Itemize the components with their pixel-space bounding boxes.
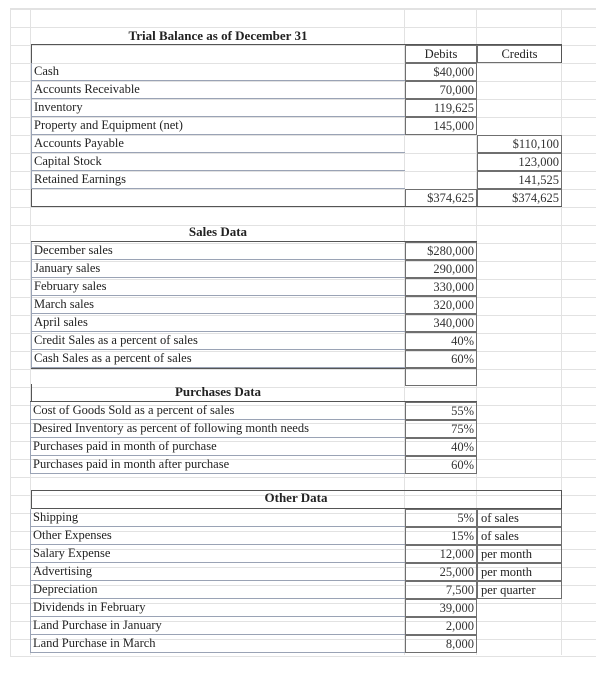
credit-cell[interactable]: 123,000 [477,153,562,171]
other-label: Other Expenses [30,527,405,545]
account-label: Capital Stock [31,153,405,171]
purchases-label: Desired Inventory as percent of following month needs [30,420,405,438]
cell-border [31,384,32,402]
other-label: Land Purchase in March [30,635,405,653]
other-data-title: Other Data [264,490,328,505]
sales-value[interactable]: 330,000 [405,278,477,296]
purchases-value[interactable]: 55% [405,402,477,420]
purchases-value[interactable]: 40% [405,438,477,456]
other-label: Land Purchase in January [30,617,405,635]
total-debits[interactable]: $374,625 [405,189,477,207]
sales-label: Cash Sales as a percent of sales [31,350,405,368]
other-value[interactable]: 39,000 [405,599,477,617]
other-value[interactable]: 15% [405,527,477,545]
sales-label: Credit Sales as a percent of sales [31,332,405,350]
sales-label: January sales [31,260,405,278]
purchases-value[interactable]: 75% [405,420,477,438]
debits-header: Debits [405,45,477,63]
purchases-label: Cost of Goods Sold as a percent of sales [30,402,405,420]
purchases-value[interactable]: 60% [405,456,477,474]
other-label: Dividends in February [30,599,405,617]
other-label: Salary Expense [30,545,405,563]
cell-border [31,206,562,207]
sales-label: March sales [31,296,405,314]
sales-value[interactable]: 340,000 [405,314,477,332]
account-label: Cash [31,63,405,81]
other-value[interactable]: 8,000 [405,635,477,653]
account-label: Inventory [31,99,405,117]
account-label: Retained Earnings [31,171,405,189]
total-credits[interactable]: $374,625 [477,189,562,207]
debit-cell[interactable]: 145,000 [405,117,477,135]
sales-value[interactable]: $280,000 [405,242,477,260]
sales-value[interactable]: 320,000 [405,296,477,314]
purchases-data-title: Purchases Data [174,384,262,399]
other-value[interactable]: 5% [405,509,477,527]
sales-label: December sales [31,242,405,260]
trial-balance-title: Trial Balance as of December 31 [128,28,308,43]
purchases-label: Purchases paid in month of purchase [30,438,405,456]
credit-cell[interactable] [477,117,562,135]
debit-cell[interactable]: 119,625 [405,99,477,117]
credit-cell[interactable]: $110,100 [477,135,562,153]
other-note: of sales [477,509,562,527]
credit-cell[interactable]: 141,525 [477,171,562,189]
other-note: of sales [477,527,562,545]
account-label: Property and Equipment (net) [31,117,405,135]
credit-cell[interactable] [477,99,562,117]
other-label: Depreciation [30,581,405,599]
sales-value[interactable]: 40% [405,332,477,350]
other-label: Advertising [30,563,405,581]
other-note: per month [477,545,562,563]
purchases-label: Purchases paid in month after purchase [30,456,405,474]
debit-cell[interactable]: 70,000 [405,81,477,99]
other-value[interactable]: 12,000 [405,545,477,563]
cell-border [561,44,562,63]
credit-cell[interactable] [477,63,562,81]
account-label: Accounts Payable [31,135,405,153]
empty-cell [405,368,477,386]
other-label: Shipping [30,509,405,527]
sales-label: February sales [31,278,405,296]
account-label: Accounts Receivable [31,81,405,99]
sales-label: April sales [31,314,405,332]
other-value[interactable]: 2,000 [405,617,477,635]
debit-cell[interactable]: $40,000 [405,63,477,81]
other-value[interactable]: 7,500 [405,581,477,599]
other-value[interactable]: 25,000 [405,563,477,581]
credits-header: Credits [477,45,562,63]
sales-value[interactable]: 290,000 [405,260,477,278]
other-note: per quarter [477,581,562,599]
debit-cell[interactable] [405,153,477,171]
debit-cell[interactable] [405,171,477,189]
other-note: per month [477,563,562,581]
cell-border [561,490,562,508]
credit-cell[interactable] [477,81,562,99]
sales-data-title: Sales Data [188,224,248,239]
debit-cell[interactable] [405,135,477,153]
sales-value[interactable]: 60% [405,350,477,368]
